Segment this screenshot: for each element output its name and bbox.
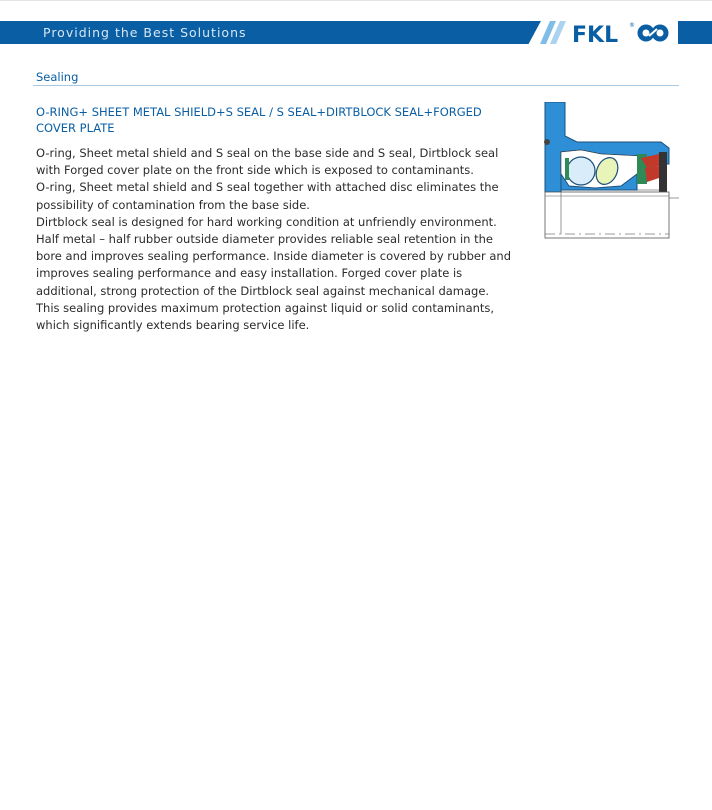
svg-text:®: ®: [629, 22, 635, 29]
paragraph: O-ring, Sheet metal shield and S seal together with attached disc eliminates the possibility of contamination from the base side.: [36, 180, 499, 212]
section-label: Sealing: [36, 70, 79, 84]
description-body: [36, 145, 516, 334]
paragraph: This sealing provides maximum protection against liquid or solid contaminants, which significantly extends bearing service life.: [36, 300, 495, 333]
paragraph: O-ring, Sheet metal shield and S seal on the base side and S seal, Dirtblock seal with Forged cover plate on the front side which is exposed to contaminants.: [36, 146, 499, 178]
section-divider: [33, 85, 679, 86]
top-divider: [0, 0, 712, 1]
bearing-seal-cross-section-icon: [541, 102, 679, 242]
brand-text: FKL: [572, 23, 619, 47]
fkl-logo-icon[interactable]: [528, 17, 712, 47]
paragraph: Dirtblock seal is designed for hard working condition at unfriendly environment. Half metal – half rubber outside diameter provides reliable seal retention in the bore and improves sealing performance. Inside diameter is covered by rubber and improves sealing performance and easy installation. Forged cover plate is additional, strong protection of the Dirtblock seal against mechanical damage.: [36, 214, 512, 298]
header-tagline: Providing the Best Solutions: [43, 25, 247, 40]
page-title: O-RING+ SHEET METAL SHIELD+S SEAL / S SEAL+DIRTBLOCK SEAL+FORGED COVER PLATE: [36, 105, 482, 135]
